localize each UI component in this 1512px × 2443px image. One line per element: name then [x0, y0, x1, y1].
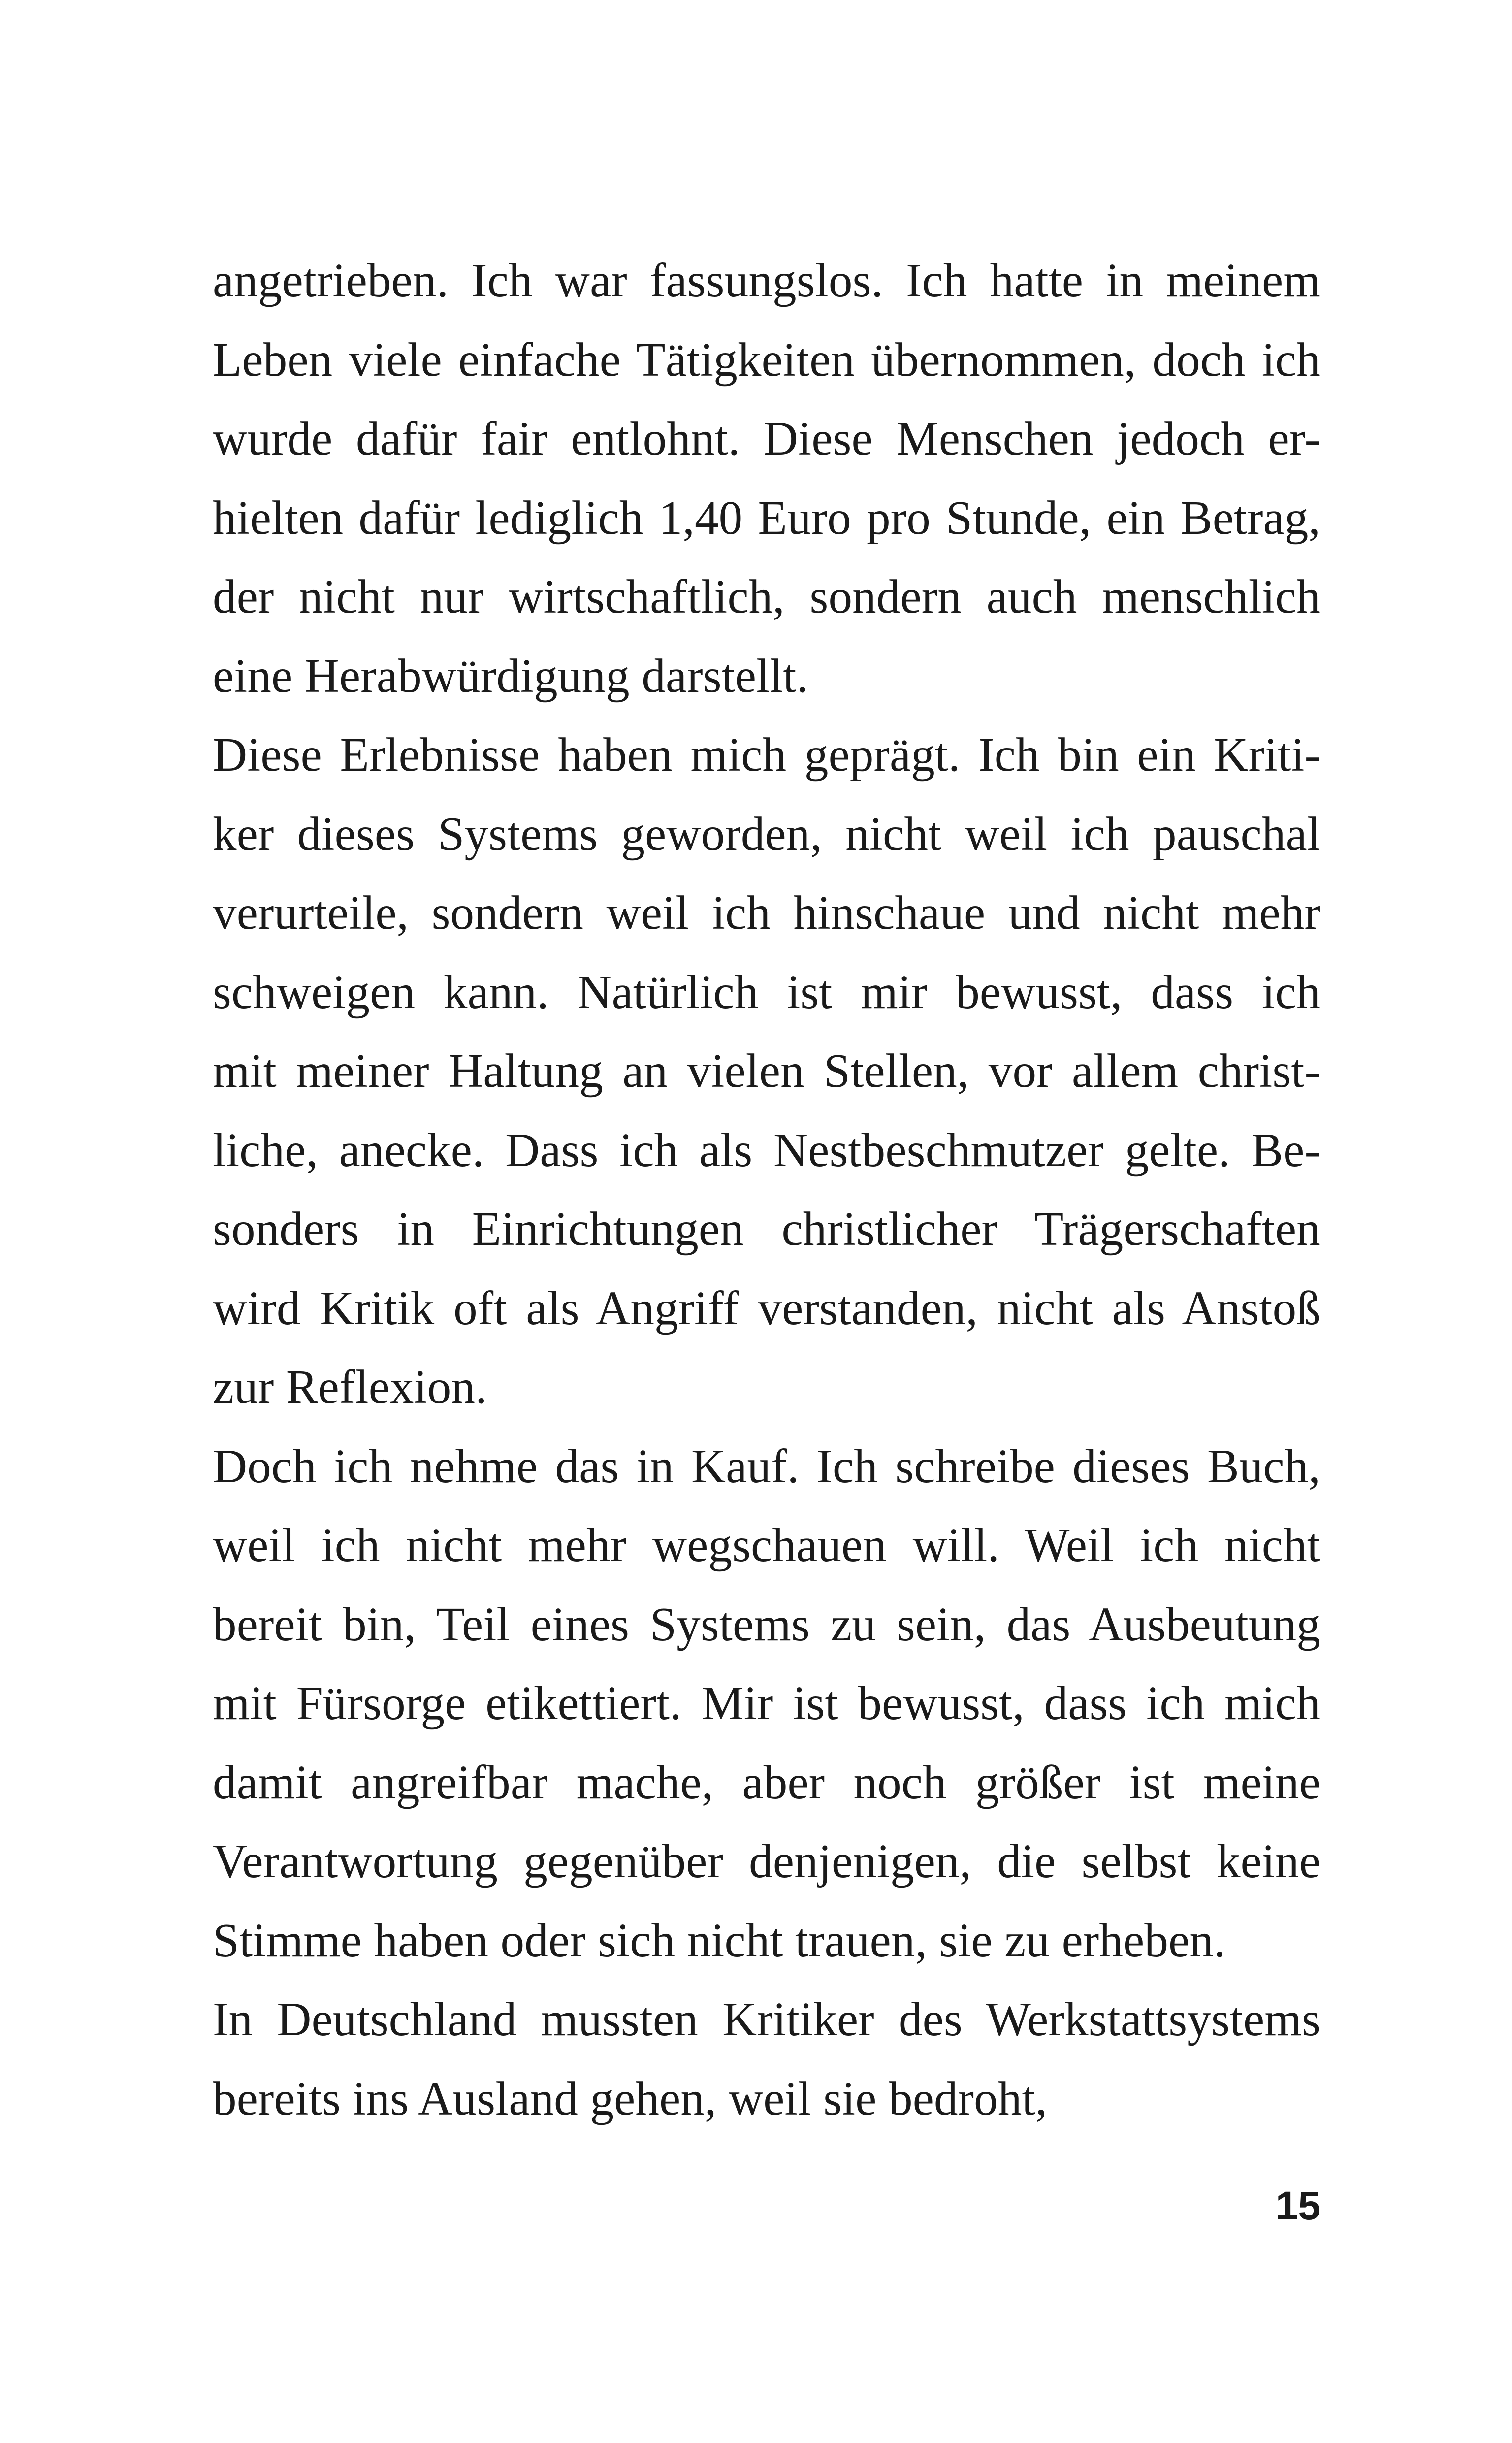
text-line: angetrieben. Ich war fassungslos. Ich hatte in meinem — [213, 254, 1320, 307]
text-line: zur Reflexion. — [213, 1361, 487, 1413]
page-number: 15 — [1275, 2183, 1320, 2228]
text-line: liche, anecke. Dass ich als Nestbeschmutzer gelte. Be- — [213, 1123, 1320, 1176]
paragraph-2 — [213, 716, 1320, 1427]
text-line: sonders in Einrichtungen christlicher Trägerschaften — [213, 1203, 1320, 1255]
text-line: bereits ins Ausland gehen, weil sie bedroht, — [213, 2072, 1048, 2125]
text-line: Verantwortung gegenüber denjenigen, die selbst keine — [213, 1835, 1320, 1888]
text-line: Leben viele einfache Tätigkeiten übernommen, doch ich — [213, 333, 1320, 386]
text-line: mit Fürsorge etikettiert. Mir ist bewusst, dass ich mich — [213, 1677, 1320, 1729]
text-line: der nicht nur wirtschaftlich, sondern auch menschlich — [213, 570, 1320, 623]
text-line: mit meiner Haltung an vielen Stellen, vor allem christ- — [213, 1044, 1320, 1097]
text-line: verurteile, sondern weil ich hinschaue und nicht mehr — [213, 886, 1320, 939]
text-line: schweigen kann. Natürlich ist mir bewusst, dass ich — [213, 965, 1320, 1018]
text-line: eine Herabwürdigung darstellt. — [213, 649, 809, 702]
text-line: In Deutschland mussten Kritiker des Werkstattsystems — [213, 1993, 1320, 2046]
text-line: Stimme haben oder sich nicht trauen, sie zu erheben. — [213, 1914, 1226, 1967]
text-line: Diese Erlebnisse haben mich geprägt. Ich bin ein Kriti- — [213, 728, 1320, 781]
text-line: wurde dafür fair entlohnt. Diese Menschen jedoch er- — [213, 412, 1320, 465]
body-text — [213, 241, 1320, 2138]
text-line: Doch ich nehme das in Kauf. Ich schreibe dieses Buch, — [213, 1439, 1320, 1493]
text-line: wird Kritik oft als Angriff verstanden, nicht als Anstoß — [213, 1281, 1320, 1335]
text-line: ker dieses Systems geworden, nicht weil ich pauschal — [213, 807, 1320, 860]
text-line: damit angreifbar mache, aber noch größer ist meine — [213, 1756, 1320, 1809]
text-line: hielten dafür lediglich 1,40 Euro pro Stunde, ein Betrag, — [213, 491, 1320, 544]
paragraph-1 — [213, 241, 1320, 716]
text-line: bereit bin, Teil eines Systems zu sein, das Ausbeutung — [213, 1597, 1320, 1651]
text-line: weil ich nicht mehr wegschauen will. Weil ich nicht — [213, 1519, 1320, 1571]
paragraph-3 — [213, 1427, 1320, 1981]
paragraph-4 — [213, 1980, 1320, 2138]
